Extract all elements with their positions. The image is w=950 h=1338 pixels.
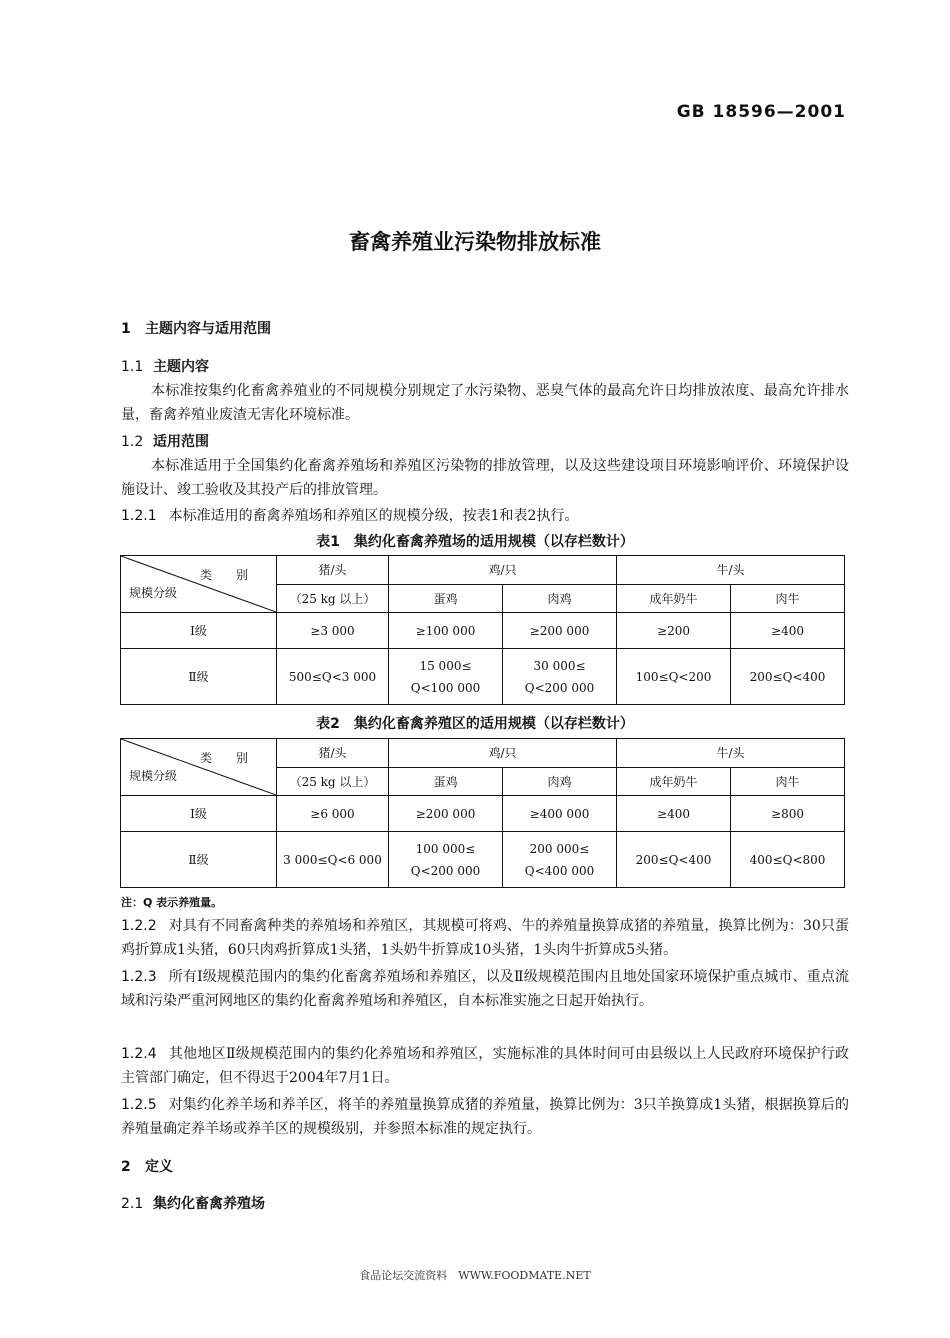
table-1-cattle-header: 牛/头 [617, 556, 845, 585]
table-2-layer-line-2: Q<200 000 [410, 863, 481, 878]
table-2-cattle-header: 牛/头 [617, 739, 845, 768]
clause-1-2-1-number: 1.2.1 [121, 508, 157, 524]
table-2-caption: 表2 集约化畜禽养殖区的适用规模（以存栏数计） [316, 716, 634, 732]
table-1 [120, 555, 845, 705]
table-1-layer-header: 蛋鸡 [389, 585, 503, 613]
table-1-caption: 表1 集约化畜禽养殖场的适用规模（以存栏数计） [316, 534, 634, 550]
clause-1-2-2-text: 对具有不同畜禽种类的养殖场和养殖区，其规模可将鸡、牛的养殖量换算成猪的养殖量，换算比例为：30只蛋鸡折算成1头猪，60只肉鸡折算成1头猪，1头奶牛折算成10头猪，1头肉牛折算成5头猪。 [121, 918, 849, 958]
table-1-dairy-cell: ≥200 [617, 613, 731, 649]
table-1-dairy-header: 成年奶牛 [617, 585, 731, 613]
section-2-1-title: 集约化畜禽养殖场 [153, 1196, 265, 1212]
table-2 [120, 738, 845, 888]
table-2-pig-subheader: （25 kg 以上） [277, 768, 389, 796]
table-1-beef-cell: ≥400 [731, 613, 845, 649]
table-2-pig-cell: 3 000≤Q<6 000 [277, 832, 389, 888]
table-2-broiler-cell: ≥400 000 [503, 796, 617, 832]
table-1-corner-category: 类 别 [199, 568, 254, 582]
clause-1-2-3-number: 1.2.3 [121, 969, 157, 985]
table-2-pig-header: 猪/头 [277, 739, 389, 768]
section-2-heading [121, 1156, 173, 1176]
table-2-note: 注：Q 表示养殖量。 [121, 896, 223, 909]
table-2-corner-level: 规模分级 [129, 769, 178, 783]
section-1-1-text: 本标准按集约化畜禽养殖业的不同规模分别规定了水污染物、恶臭气体的最高允许日均排放浓度、最高允许排水量，畜禽养殖业废渣无害化环境标准。 [121, 383, 849, 423]
table-row [121, 832, 845, 888]
standard-code: GB 18596—2001 [676, 102, 846, 122]
table-1-pig-subheader: （25 kg 以上） [277, 585, 389, 613]
section-1-2-title: 适用范围 [153, 434, 209, 450]
table-1-beef-cell: 200≤Q<400 [731, 649, 845, 705]
section-2-1-heading [121, 1193, 265, 1213]
clause-1-2-4-number: 1.2.4 [121, 1046, 157, 1062]
table-1-level-cell: Ⅱ级 [121, 649, 277, 705]
section-1-2-number: 1.2 [121, 434, 144, 450]
table-2-layer-cell: ≥200 000 [389, 796, 503, 832]
section-1-2-text: 本标准适用于全国集约化畜禽养殖场和养殖区污染物的排放管理，以及这些建设项目环境影响评价、环境保护设施设计、竣工验收及其投产后的排放管理。 [121, 458, 849, 498]
table-2-broiler-header: 肉鸡 [503, 768, 617, 796]
section-1-1-title: 主题内容 [153, 359, 209, 375]
section-2-title: 定义 [145, 1159, 173, 1175]
table-1-layer-line-1: 15 000≤ [419, 658, 472, 673]
table-1-broiler-line-1: 30 000≤ [533, 658, 586, 673]
clause-1-2-5 [121, 1094, 849, 1141]
clause-1-2-1-text: 本标准适用的畜禽养殖场和养殖区的规模分级，按表1和表2执行。 [168, 508, 579, 524]
table-2-dairy-header: 成年奶牛 [617, 768, 731, 796]
document-title: 畜禽养殖业污染物排放标准 [349, 230, 601, 254]
table-2-layer-line-1: 100 000≤ [415, 841, 476, 856]
clause-1-2-1 [121, 505, 849, 529]
table-2-broiler-cell [503, 832, 617, 888]
table-1-broiler-cell [503, 649, 617, 705]
table-1-pig-cell: ≥3 000 [277, 613, 389, 649]
clause-1-2-5-number: 1.2.5 [121, 1097, 157, 1113]
table-2-corner-cell [121, 739, 277, 796]
section-1-2-heading [121, 431, 209, 451]
section-1-1-heading [121, 356, 209, 376]
table-2-beef-cell: 400≤Q<800 [731, 832, 845, 888]
table-1-chicken-header: 鸡/只 [389, 556, 617, 585]
clause-1-2-2-number: 1.2.2 [121, 918, 157, 934]
table-2-layer-cell [389, 832, 503, 888]
clause-1-2-4-text: 其他地区Ⅱ级规模范围内的集约化养殖场和养殖区，实施标准的具体时间可由县级以上人民政府环境保护行政主管部门确定，但不得迟于2004年7月1日。 [121, 1046, 849, 1086]
table-2-chicken-header: 鸡/只 [389, 739, 617, 768]
table-2-dairy-cell: 200≤Q<400 [617, 832, 731, 888]
table-2-broiler-line-2: Q<400 000 [524, 863, 595, 878]
section-1-1-number: 1.1 [121, 359, 144, 375]
clause-1-2-5-text: 对集约化养羊场和养羊区，将羊的养殖量换算成猪的养殖量，换算比例为：3只羊换算成1头猪，根据换算后的养殖量确定养羊场或养羊区的规模级别，并参照本标准的规定执行。 [121, 1097, 849, 1137]
table-1-layer-line-2: Q<100 000 [410, 680, 481, 695]
table-2-corner-category: 类 别 [199, 751, 254, 765]
table-1-layer-cell: ≥100 000 [389, 613, 503, 649]
table-1-broiler-line-2: Q<200 000 [524, 680, 595, 695]
table-2-layer-header: 蛋鸡 [389, 768, 503, 796]
table-1-broiler-cell: ≥200 000 [503, 613, 617, 649]
table-1-dairy-cell: 100≤Q<200 [617, 649, 731, 705]
table-1-pig-header: 猪/头 [277, 556, 389, 585]
table-1-pig-cell: 500≤Q<3 000 [277, 649, 389, 705]
table-1-corner-level: 规模分级 [129, 586, 178, 600]
clause-1-2-4 [121, 1043, 849, 1090]
table-2-level-cell: Ⅰ级 [121, 796, 277, 832]
section-2-number: 2 [121, 1159, 131, 1175]
page-footer: 食品论坛交流资料 WWW.FOODMATE.NET [359, 1269, 591, 1282]
table-row [121, 796, 845, 832]
table-1-broiler-header: 肉鸡 [503, 585, 617, 613]
table-2-pig-cell: ≥6 000 [277, 796, 389, 832]
table-1-layer-cell [389, 649, 503, 705]
table-2-dairy-cell: ≥400 [617, 796, 731, 832]
table-2-broiler-line-1: 200 000≤ [529, 841, 590, 856]
clause-1-2-2 [121, 915, 849, 962]
table-2-beef-header: 肉牛 [731, 768, 845, 796]
table-row [121, 649, 845, 705]
table-1-level-cell: Ⅰ级 [121, 613, 277, 649]
table-2-beef-cell: ≥800 [731, 796, 845, 832]
table-1-beef-header: 肉牛 [731, 585, 845, 613]
section-1-title: 主题内容与适用范围 [145, 321, 271, 337]
table-row [121, 613, 845, 649]
table-2-level-cell: Ⅱ级 [121, 832, 277, 888]
section-2-1-number: 2.1 [121, 1196, 144, 1212]
section-1-number: 1 [121, 321, 131, 337]
clause-1-2-3 [121, 966, 849, 1013]
table-1-corner-cell [121, 556, 277, 613]
clause-1-2-3-text: 所有Ⅰ级规模范围内的集约化畜禽养殖场和养殖区，以及Ⅱ级规模范围内且地处国家环境保护重点城市、重点流域和污染严重河网地区的集约化畜禽养殖场和养殖区，自本标准实施之日起开始执行。 [121, 969, 849, 1009]
section-1-heading [121, 318, 271, 338]
